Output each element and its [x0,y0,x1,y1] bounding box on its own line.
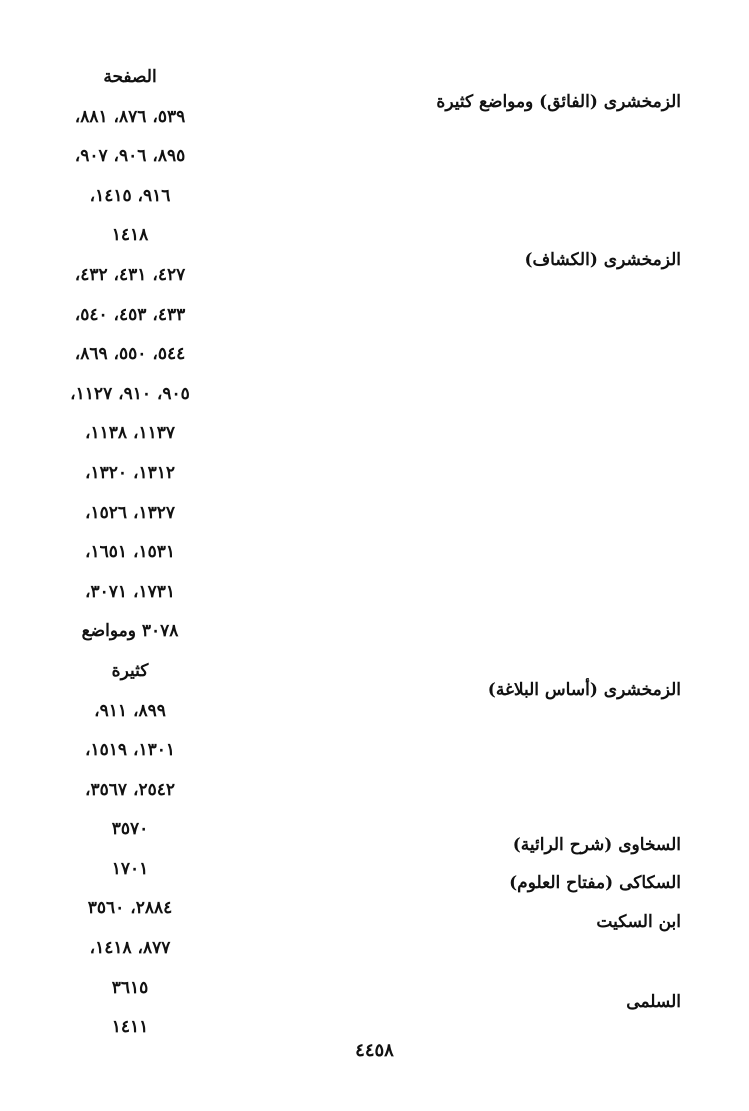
page-ref-line: ٨٩٩، ٩١١، [94,700,166,721]
entry-title: ابن السكيت [596,912,681,932]
page-ref-line: ٣٠٧٨ ومواضع [81,621,179,642]
page-ref-line: ٥٤٤، ٥٥٠، ٨٦٩، [74,344,186,365]
page-ref-line: ٤٢٧، ٤٣١، ٤٣٢، [74,264,186,285]
page-ref-line: ١٣٠١، ١٥١٩، [85,740,175,761]
page-references-column [30,58,230,1048]
page-number: ٤٤٥٨ [355,1040,394,1061]
page-ref-line: ٥٣٩، ٨٧٦، ٨٨١، [74,106,186,127]
entry-title: الزمخشرى (الفائق) ومواضع كثيرة [436,92,681,112]
page-ref-line: ٢٨٨٤، ٣٥٦٠ [87,898,173,919]
entry-title: الزمخشرى (الكشاف) [524,250,681,270]
page-ref-line: ٨٩٥، ٩٠٦، ٩٠٧، [74,146,186,167]
page-ref-line: ٩٠٥، ٩١٠، ١١٢٧، [70,383,190,404]
page-ref-line: ٢٥٤٢، ٣٥٦٧، [85,779,175,800]
page-ref-line: ٨٧٧، ١٤١٨، [89,938,171,959]
page-ref-line: ١٥٣١، ١٦٥١، [85,542,175,563]
page-ref-line: ١٤١١ [111,1017,149,1038]
entry-title: السلمى [626,992,681,1012]
column-header: الصفحة [103,67,157,87]
page-ref-line: ٣٦١٥ [111,977,149,998]
entry-title: الزمخشرى (أساس البلاغة) [487,680,681,700]
page-ref-line: ١٣١٢، ١٣٢٠، [85,462,175,483]
page-ref-line: ١٤١٨ [111,225,149,246]
page-ref-line: ٣٥٧٠ [111,819,149,840]
page-ref-line: ١٧٠١ [111,858,149,879]
page-ref-line: ١٣٢٧، ١٥٢٦، [85,502,175,523]
page-ref-line: ٤٣٣، ٤٥٣، ٥٤٠، [74,304,186,325]
page-ref-line: كثيرة [111,660,149,681]
page-ref-line: ٩١٦، ١٤١٥، [89,185,171,206]
page-ref-line: ١١٣٧، ١١٣٨، [85,423,175,444]
entry-title: السكاكى (مفتاح العلوم) [509,873,681,893]
entry-title: السخاوى (شرح الرائية) [512,835,681,855]
page-ref-line: ١٧٣١، ٣٠٧١، [85,581,175,602]
